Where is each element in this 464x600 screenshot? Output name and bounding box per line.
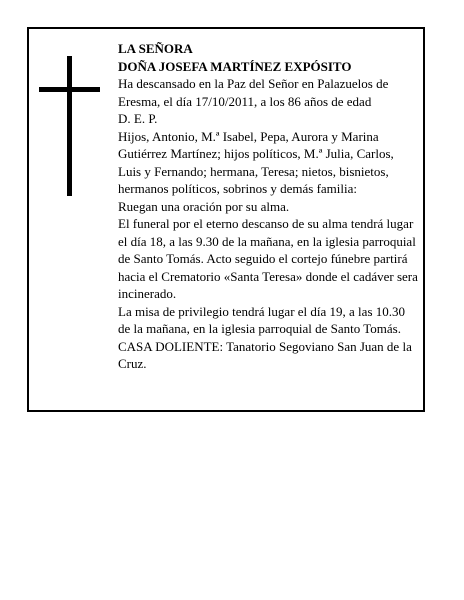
- mass-details: La misa de privilegio tendrá lugar el día 19, a las 10.30 de la mañana, en la iglesia parroquial de Santo Tomás.: [118, 303, 405, 336]
- notice-text: [118, 40, 418, 373]
- cross-icon-bar: [39, 87, 100, 92]
- cross-icon: [67, 56, 72, 196]
- obituary-notice: [27, 27, 425, 412]
- prayer-request: Ruegan una oración por su alma.: [118, 198, 290, 214]
- deceased-name: DOÑA JOSEFA MARTÍNEZ EXPÓSITO: [118, 58, 352, 74]
- mourning-house: CASA DOLIENTE: Tanatorio Segoviano San Juan de la Cruz.: [118, 338, 412, 371]
- deceased-title: LA SEÑORA: [118, 41, 193, 56]
- funeral-details: El funeral por el eterno descanso de su alma tendrá lugar el día 18, a las 9.30 de la mañana, en la iglesia parroquial de Santo Tomás. Acto seguido el cortejo fúnebre partirá hacia el Crematorio «Santa Teresa» donde el cadáver sera incinerado.: [118, 216, 418, 301]
- rip-abbreviation: D. E. P.: [118, 111, 158, 126]
- family-list: Hijos, Antonio, M.ª Isabel, Pepa, Aurora y Marina Gutiérrez Martínez; hijos políticos, M.ª Julia, Carlos, Luis y Fernando; hermana, Teresa; nietos, bisnietos, hermanos políticos, sobrinos y demás familia:: [118, 128, 394, 196]
- death-announcement: Ha descansado en la Paz del Señor en Palazuelos de Eresma, el día 17/10/2011, a los 86 años de edad: [118, 76, 389, 109]
